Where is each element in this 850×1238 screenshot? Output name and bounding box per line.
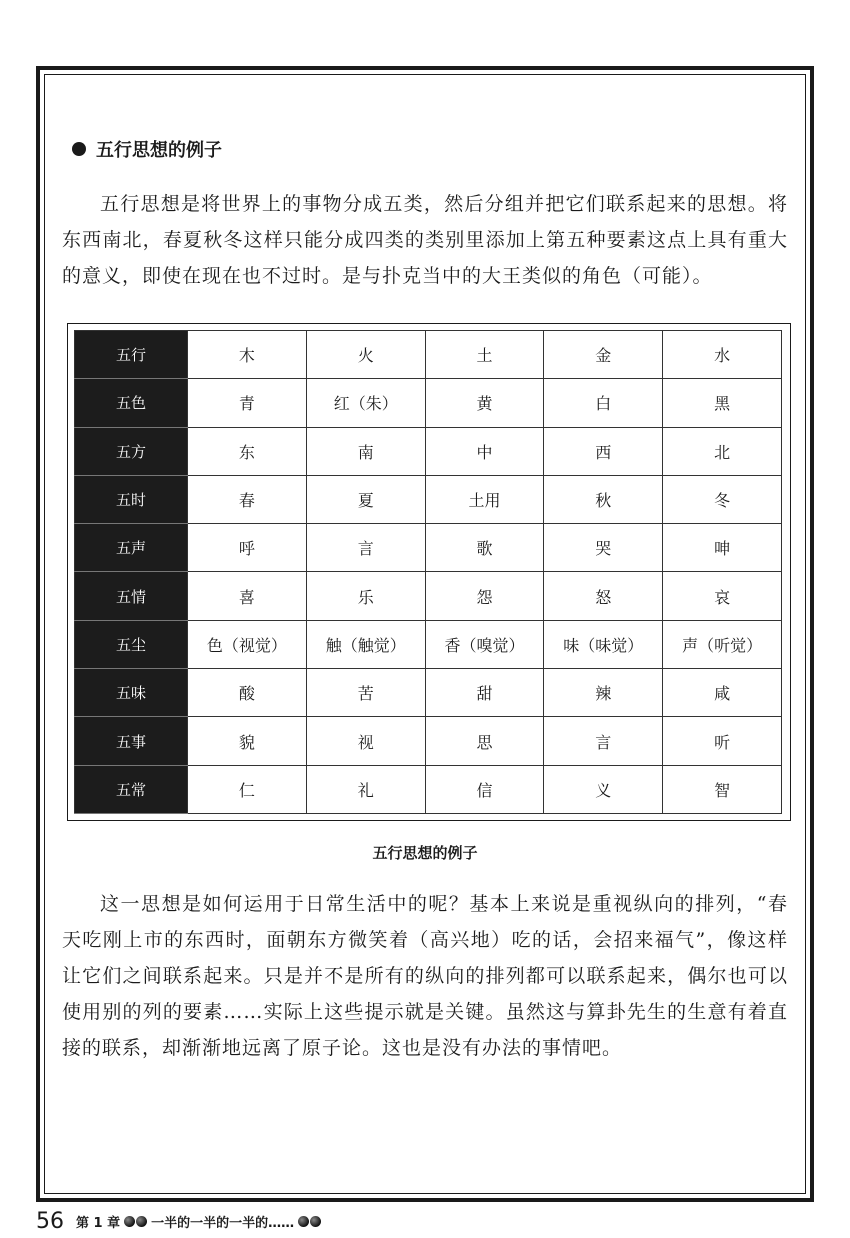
row-header: 五常: [75, 765, 188, 813]
row-header: 五情: [75, 572, 188, 620]
table-row: [75, 331, 782, 379]
table-cell: 金: [544, 331, 663, 379]
table-cell: 黄: [425, 379, 544, 427]
table-row: [75, 572, 782, 620]
double-dot-icon: [124, 1216, 147, 1227]
table-cell: 言: [544, 717, 663, 765]
table-row: [75, 379, 782, 427]
row-header: 五色: [75, 379, 188, 427]
row-header: 五时: [75, 475, 188, 523]
table-cell: 青: [188, 379, 307, 427]
table-cell: 红（朱）: [306, 379, 425, 427]
table-cell: 声（听觉）: [663, 620, 782, 668]
chapter-header: [76, 1212, 323, 1231]
table-row: [75, 669, 782, 717]
section-heading-text: 五行思想的例子: [96, 140, 222, 161]
table-cell: 甜: [425, 669, 544, 717]
table-cell: 怨: [425, 572, 544, 620]
table-cell: 言: [306, 524, 425, 572]
table-row: [75, 475, 782, 523]
table-cell: 酸: [188, 669, 307, 717]
intro-paragraph: 五行思想是将世界上的事物分成五类，然后分组并把它们联系起来的思想。将东西南北，春夏秋冬这样只能分成四类的类别里添加上第五种要素这点上具有重大的意义，即使在现在也不过时。是与扑克当中的大王类似的角色（可能）。: [62, 193, 788, 287]
table-cell: 黑: [663, 379, 782, 427]
table-cell: 木: [188, 331, 307, 379]
table-cell: 东: [188, 427, 307, 475]
chapter-label: 第 1 章: [76, 1215, 121, 1231]
page-number: 56: [36, 1208, 64, 1234]
table-cell: 辣: [544, 669, 663, 717]
table-cell: 歌: [425, 524, 544, 572]
double-dot-icon-end: [298, 1216, 321, 1227]
row-header: 五味: [75, 669, 188, 717]
table-cell: 土: [425, 331, 544, 379]
table-cell: 北: [663, 427, 782, 475]
table-cell: 听: [663, 717, 782, 765]
table-cell: 触（触觉）: [306, 620, 425, 668]
table-row: [75, 427, 782, 475]
table-cell: 夏: [306, 475, 425, 523]
table-cell: 仁: [188, 765, 307, 813]
table-caption: 五行思想的例子: [372, 844, 478, 862]
table-cell: 貌: [188, 717, 307, 765]
table-cell: 信: [425, 765, 544, 813]
row-header: 五尘: [75, 620, 188, 668]
table-cell: 秋: [544, 475, 663, 523]
table-cell: 喜: [188, 572, 307, 620]
table-cell: 咸: [663, 669, 782, 717]
table-cell: 水: [663, 331, 782, 379]
closing-paragraph: 这一思想是如何运用于日常生活中的呢？基本上来说是重视纵向的排列，“春天吃刚上市的东西时，面朝东方微笑着（高兴地）吃的话，会招来福气”，像这样让它们之间联系起来。只是并不是所有的纵向的排列都可以联系起来，偶尔也可以使用别的列的要素……实际上这些提示就是关键。虽然这与算卦先生的生意有着直接的联系，却渐渐地远离了原子论。这也是没有办法的事情吧。: [62, 893, 788, 1059]
table-cell: 白: [544, 379, 663, 427]
row-header: 五方: [75, 427, 188, 475]
page-footer: [36, 1208, 323, 1234]
table-cell: 南: [306, 427, 425, 475]
table-cell: 怒: [544, 572, 663, 620]
table-cell: 春: [188, 475, 307, 523]
table-cell: 苦: [306, 669, 425, 717]
bullet-icon: [72, 142, 86, 156]
table-row: [75, 524, 782, 572]
table-cell: 色（视觉）: [188, 620, 307, 668]
row-header: 五事: [75, 717, 188, 765]
table-cell: 思: [425, 717, 544, 765]
table-cell: 西: [544, 427, 663, 475]
wuxing-table-frame: [67, 323, 791, 821]
table-cell: 土用: [425, 475, 544, 523]
table-row: [75, 717, 782, 765]
table-cell: 味（味觉）: [544, 620, 663, 668]
table-row: [75, 765, 782, 813]
table-cell: 哀: [663, 572, 782, 620]
row-header: 五声: [75, 524, 188, 572]
section-heading: [72, 136, 222, 162]
chapter-title: 一半的一半的一半的……: [151, 1215, 295, 1231]
row-header: 五行: [75, 331, 188, 379]
wuxing-table: [74, 330, 782, 814]
table-cell: 视: [306, 717, 425, 765]
table-cell: 乐: [306, 572, 425, 620]
table-cell: 礼: [306, 765, 425, 813]
table-cell: 火: [306, 331, 425, 379]
table-row: [75, 620, 782, 668]
table-cell: 中: [425, 427, 544, 475]
table-cell: 智: [663, 765, 782, 813]
table-cell: 义: [544, 765, 663, 813]
table-cell: 哭: [544, 524, 663, 572]
table-cell: 呻: [663, 524, 782, 572]
table-cell: 冬: [663, 475, 782, 523]
table-cell: 香（嗅觉）: [425, 620, 544, 668]
table-cell: 呼: [188, 524, 307, 572]
